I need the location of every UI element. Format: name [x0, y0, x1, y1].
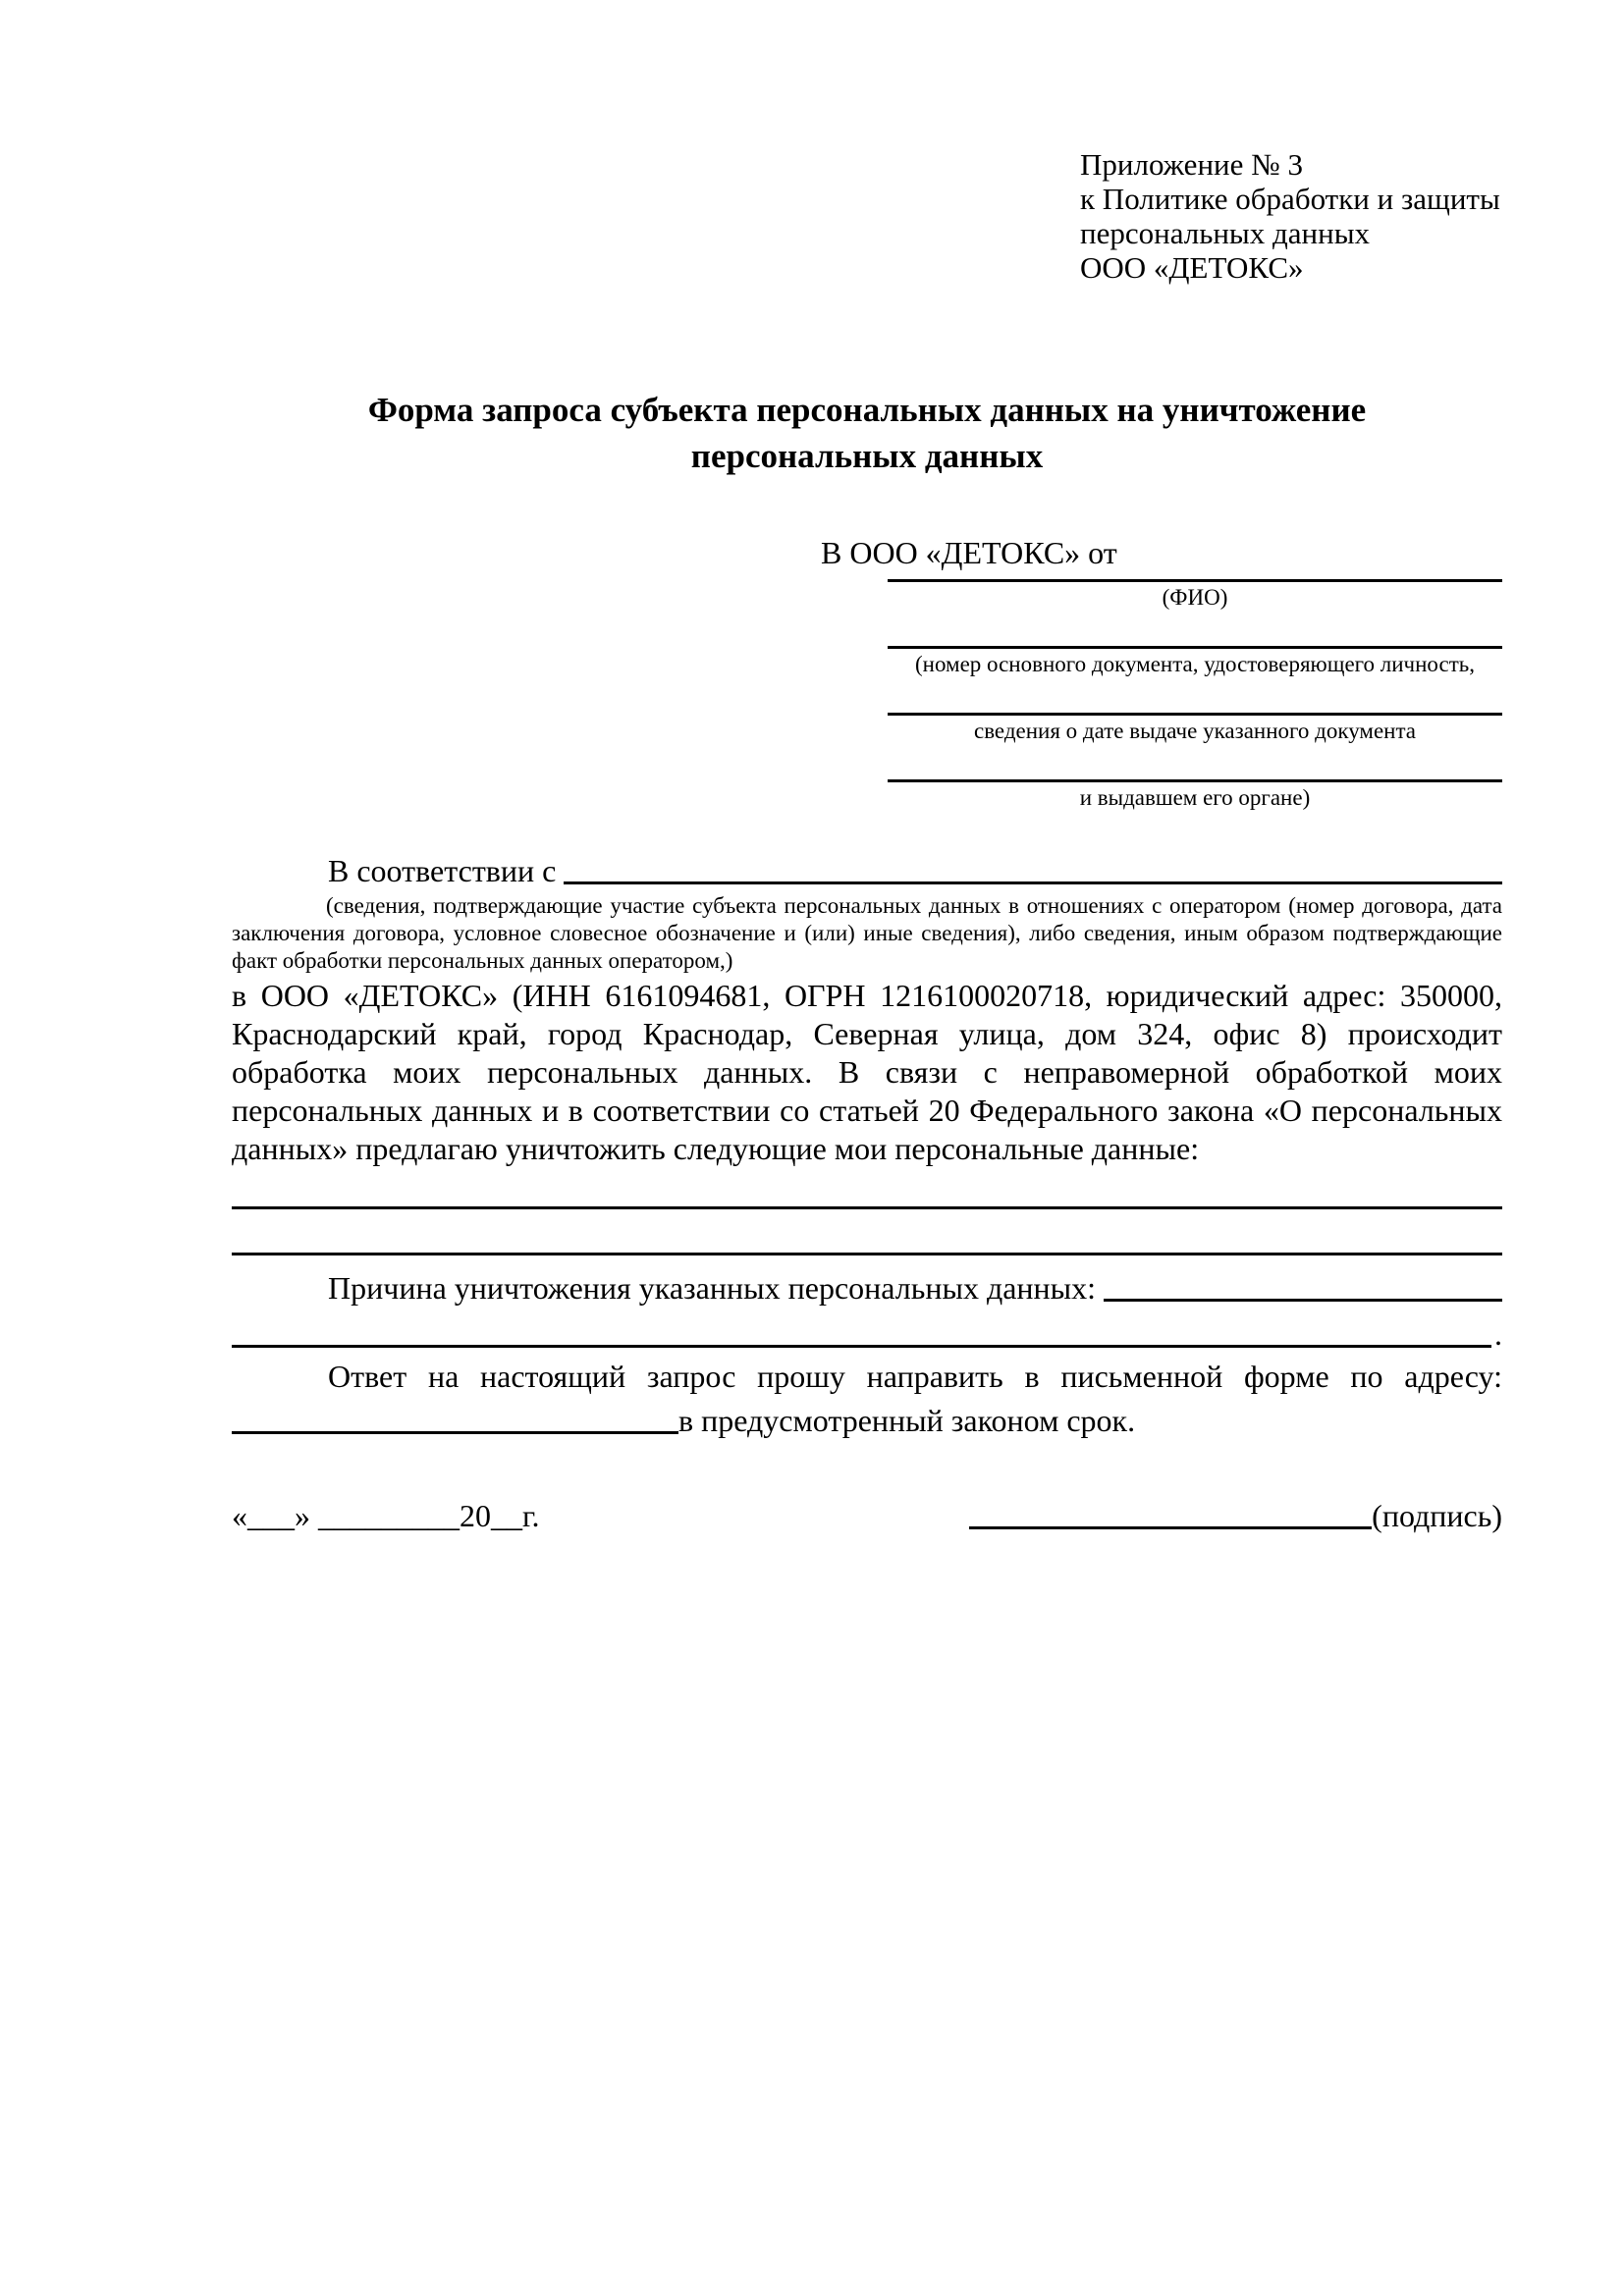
data-to-destroy-row-2	[232, 1214, 1502, 1260]
page-title-line-2: персональных данных	[690, 437, 1044, 475]
page-title	[232, 387, 1502, 479]
body-paragraph: в ООО «ДЕТОКС» (ИНН 6161094681, ОГРН 1216100020718, юридический адрес: 350000, Краснодарский край, город Краснодар, Северная улица, дом 324, офис 8) происходит обработка моих персональных данных. В связи с неправомерной обработкой моих персональных данных и в соответствии со статьей 20 Федерального закона «О персональных данных» предлагаю уничтожить следующие мои персональные данные:	[232, 978, 1502, 1166]
reason-period: .	[1494, 1316, 1502, 1352]
reason-label: Причина уничтожения указанных персональных данных:	[328, 1270, 1097, 1306]
signature-group	[969, 1496, 1502, 1535]
data-to-destroy-blank-2[interactable]	[232, 1253, 1502, 1255]
addressee-line: В ООО «ДЕТОКС» от	[821, 535, 1117, 570]
page-title-line-1: Форма запроса субъекта персональных данных на уничтожение	[367, 391, 1367, 429]
name-field	[888, 579, 1502, 611]
issue-date-caption: сведения о дате выдаче указанного документа	[973, 719, 1417, 743]
appendix-line: к Политике обработки и защиты	[1080, 182, 1500, 216]
response-tail: в предусмотренный законом срок.	[678, 1403, 1136, 1438]
id-document-caption: (номер основного документа, удостоверяющего личность,	[914, 652, 1475, 676]
address-blank[interactable]	[232, 1431, 678, 1434]
appendix-line: Приложение № 3	[1080, 147, 1303, 182]
appendix-header	[1080, 147, 1502, 285]
reason-row	[232, 1260, 1502, 1307]
signature-caption: (подпись)	[1372, 1498, 1502, 1533]
appendix-line: ООО «ДЕТОКС»	[1080, 250, 1304, 285]
issuing-authority-caption: и выдавшем его органе)	[1079, 785, 1311, 810]
date-field[interactable]: «___» _________20__г.	[232, 1498, 540, 1533]
accordance-label: В соответствии с	[328, 853, 557, 888]
appendix-line: персональных данных	[1080, 216, 1371, 250]
name-field-caption: (ФИО)	[1162, 585, 1228, 610]
reason-row-2	[232, 1307, 1502, 1353]
data-to-destroy-row-1	[232, 1168, 1502, 1214]
data-to-destroy-blank-1[interactable]	[232, 1206, 1502, 1209]
response-address-row	[232, 1396, 1502, 1439]
accordance-row	[232, 846, 1502, 889]
id-document-field	[888, 646, 1502, 677]
issuing-authority-field	[888, 779, 1502, 811]
response-sentence: Ответ на настоящий запрос прошу направить в письменной форме по адресу:	[328, 1359, 1502, 1394]
recipient-fields	[888, 579, 1502, 811]
accordance-note: (сведения, подтверждающие участие субъекта персональных данных в отношениях с оператором (номер договора, дата заключения договора, условное словесное обозначение и (или) иные сведения), либо сведения, иным образом подтверждающие факт обработки персональных данных оператором,)	[232, 893, 1502, 973]
signature-line[interactable]	[969, 1526, 1372, 1529]
date-signature-row	[232, 1496, 1502, 1535]
reason-blank-2[interactable]	[232, 1345, 1491, 1348]
issue-date-field	[888, 713, 1502, 744]
reason-blank-1[interactable]	[1104, 1299, 1502, 1302]
accordance-blank[interactable]	[564, 881, 1502, 884]
